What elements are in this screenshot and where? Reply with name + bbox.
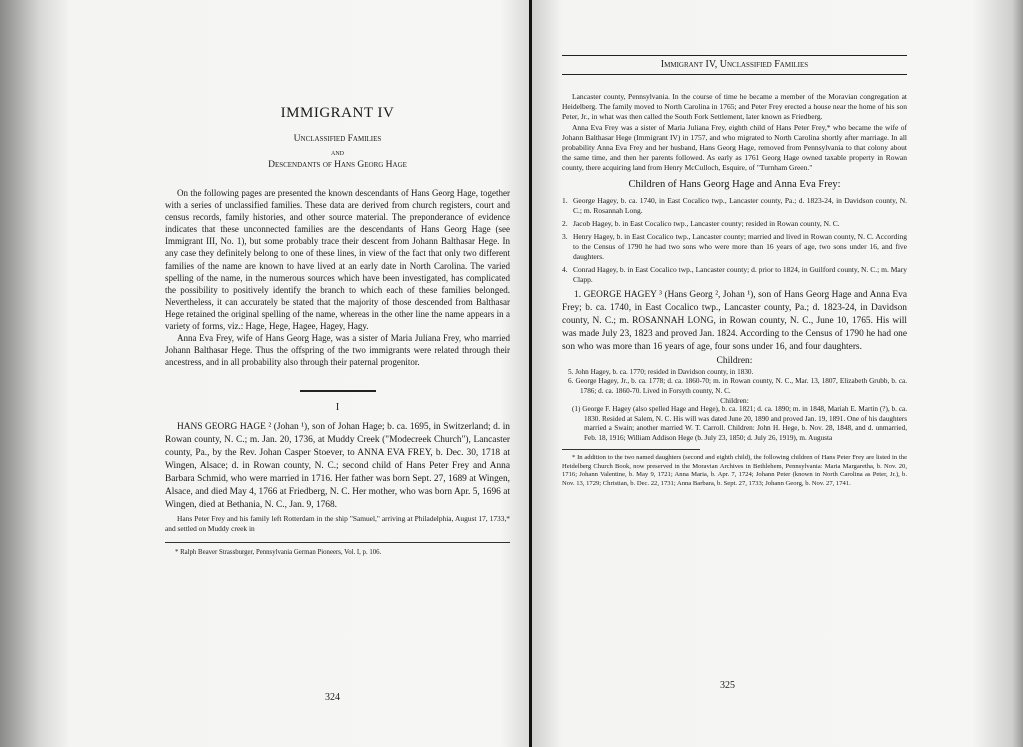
footnote: * Ralph Beaver Strassburger, Pennsylvania German Pioneers, Vol. I, p. 106. — [175, 549, 382, 557]
section-divider — [300, 390, 376, 392]
list-item: 4. Conrad Hagey, b. in East Cocalico twp., Lancaster county; d. prior to 1824, in Guilford county, N. C.; m. Mary Clapp. — [562, 264, 907, 284]
subtitle-descendants: Descendants of Hans Georg Hage — [268, 160, 407, 170]
sub-children-title: Children: — [720, 396, 749, 406]
list-item: (1) George F. Hagey (also spelled Hage and Hege), b. ca. 1821; d. ca. 1890; m. in 1848, Mariah E. Martin (?), b. ca. 1830. Resided at Salem, N. C. His will was dated June 20, 1890 and proved Jan. 19, 1891. One of his daughters married a Swain; another married W. T. Carroll. Children: John H. Hege, b. Nov. 28, 1848, and d. unmarried, Feb. 18, 1916; William Addison Hege (b. July 23, 1850; d. July 26, 1919), m. Augusta — [572, 405, 907, 442]
entry-hans-georg-hage — [165, 421, 510, 534]
continued-text — [562, 92, 907, 174]
children-details — [562, 368, 907, 444]
list-item: 2. Jacob Hagey, b. in East Cocalico twp., Lancaster county; resided in Rowan county, N. C. — [562, 218, 840, 228]
entry-george-hagey — [562, 289, 907, 354]
footnote-rule — [165, 542, 510, 543]
chapter-title: IMMIGRANT IV — [280, 105, 395, 121]
intro-text — [165, 187, 510, 368]
entry-paragraph: 1. GEORGE HAGEY ³ (Hans Georg ², Johan ¹), son of Hans Georg Hage and Anna Eva Frey; b. ca. 1740, in East Cocalico twp., Lancaster county, Pa.; d. 1823-24, in Davidson county, N. C.; m. ROSANNAH LONG, in Rowan county, N. C., June 10, 1765. His will was made July 23, 1823 and proved Jan. 1824. According to the Census of 1790 he had one son who was more than 16 years of age, four sons under 16, and four daughters. — [562, 289, 907, 352]
entry-paragraph: HANS GEORG HAGE ² (Johan ¹), son of Johan Hage; b. ca. 1695, in Switzerland; d. in Rowan county, N. C.; m. Jan. 20, 1736, at Muddy Creek ("Modecreek Church"), Lancaster county, Pa., by the Rev. Johan Casper Stoever, to ANNA EVA FREY, b. Dec. 30, 1718 at Wingen, Alsace; d. in Rowan county, N. C.; second child of Hans Peter Frey and Anna Barbara Schmid, who were married in 1716. Her father was born Sept. 27, 1689 at Wingen, Alsace, and died May 4, 1766 at Friedberg, N. C. Her mother, who was born Apr. 5, 1696 at Wingen, died at Bethania, N. C., Jan. 9, 1768. — [165, 422, 510, 511]
right-page-body — [562, 92, 907, 489]
page-number-left: 324 — [325, 692, 340, 703]
section-numeral: I — [335, 402, 340, 414]
continued-paragraph-2: Anna Eva Frey was a sister of Maria Juliana Frey, eighth child of Hans Peter Frey,* who became the wife of Johann Balthasar Hege (Immigrant IV) in 1757, and who migrated to North Carolina shortly after marriage. In all probability Anna Eva Frey and her husband, Hans Georg Hage, removed from Pennsylvania to that colony about the same time, and then her parents followed. As early as 1761 Georg Hage owned taxable property in Rowan county, there acquiring land from Henry McCulloch, Esquire, of "Turnham Green." — [562, 122, 907, 173]
children-list — [562, 196, 907, 285]
children-heading: Children of Hans Georg Hage and Anna Eva Frey: — [628, 178, 841, 190]
list-item: 3. Henry Hagey, b. in East Cocalico twp., Lancaster county; married and lived in Rowan county, N. C. According to the Census of 1790 he had two sons who were more than 16 years of age, two sons under 16, and five daughters. — [562, 231, 907, 261]
running-head: Immigrant IV, Unclassified Families — [562, 55, 907, 75]
children-title: Children: — [716, 355, 753, 366]
subtitle-and: and — [331, 148, 344, 157]
left-page-body — [165, 105, 510, 557]
right-page — [532, 0, 1023, 747]
entry-continuation: Hans Peter Frey and his family left Rotterdam in the ship "Samuel," arriving at Philadelphia, August 17, 1733,* and settled on Muddy creek in — [165, 514, 510, 534]
list-item: 5. John Hagey, b. ca. 1770; resided in Davidson county, in 1830. — [568, 367, 754, 376]
footnote-rule — [562, 449, 700, 450]
list-item: 1. George Hagey, b. ca. 1740, in East Cocalico twp., Lancaster county, Pa.; d. 1823-24, in Davidson county, N. C.; m. Rosannah Long. — [562, 195, 907, 215]
intro-paragraph-2: Anna Eva Frey, wife of Hans Georg Hage, was a sister of Maria Juliana Frey, who married Johann Balthasar Hege. Thus the offspring of the two immigrants were related through their ancestress, and in all probability also through their paternal progenitor. — [165, 333, 510, 368]
subtitle-unclassified: Unclassified Families — [293, 134, 382, 144]
page-number-right: 325 — [720, 680, 735, 691]
list-item: 6. George Hagey, Jr., b. ca. 1778; d. ca. 1860-70; m. in Rowan county, N. C., Mar. 13, 1807, Elizabeth Grubb, b. ca. 1786; d. ca. 1860-70. Lived in Forsyth county, N. C. — [568, 377, 907, 395]
intro-paragraph-1: On the following pages are presented the known descendants of Hans Georg Hage, together with a series of unclassified families. These data are derived from church registers, court and census records, family histories, and other source material. The preponderance of evidence indicates that these unconnected families are the descendants of Hans Georg Hage (see Immigrant III, No. 1), but some probably trace their descent from Johann Balthasar Hege. In any case they definitely belong to one of these lines, in view of the fact that only two different families of the name are known to have lived at an early date in North Carolina. The varied spelling of the name, in the numerous sources which have been investigated, has complicated the possibility to positively identify the branch to which each of these families belonged. Nevertheless, it can accurately be stated that the majority of those descended from Balthasar Hege retained the original spelling of the name, whereas in the other line the name appears in a variety of forms, viz.: Hage, Hege, Hagee, Hagey, Hagy. — [165, 188, 510, 332]
continued-paragraph-1: Lancaster county, Pennsylvania. In the course of time he became a member of the Moravian congregation at Heidelberg. The family moved to North Carolina in 1765; and Peter Frey erected a house near the home of his son Peter, Jr., in what was then called the South Fork Settlement, later known as Friedberg. — [562, 92, 907, 122]
footnote: * In addition to the two named daughters (second and eighth child), the following children of Hans Peter Frey are listed in the Heidelberg Church Book, now preserved in the Moravian Archives in Bethlehem, Pennsylvania: Maria Margaretha, b. Nov. 20, 1716; Johann Valentine, b. May 9, 1721; Anna Maria, b. Apr. 7, 1724; Johann Peter (known in North Carolina as Peter, Jr.), b. Nov. 13, 1729; Christian, b. Dec. 22, 1731; Anna Barbara, b. Sept. 27, 1733; Johann Georg, b. Nov. 27, 1741. — [562, 454, 907, 487]
